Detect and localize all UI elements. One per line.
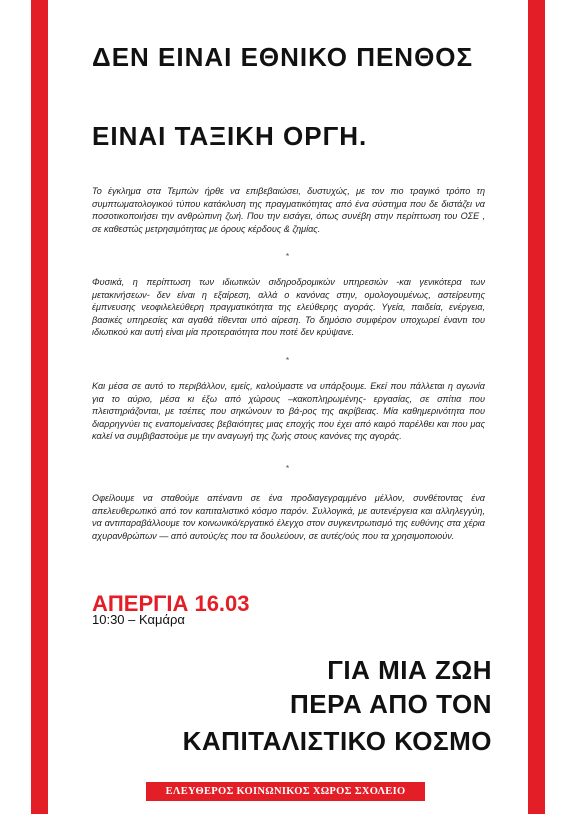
right-red-border [528,0,545,814]
paragraph-1: Το έγκλημα στα Τεμπών ήρθε να επιβεβαιώσει, δυστυχώς, με τον πιο τραγικό τρόπο τη συμπτωματολογικού τύπου κατάκλυση της πραγματικότητας από ένα σύστημα που δε διστάζει να ποσοτικοποιήσει την ανθρώπινη ζωή. Που την εισάγει, όπως συνέβη στην περίπτωση του ΟΣΕ , σε καθεστώς μετρησιμότητας με όρους κέρδους & ζημίας. [92,186,485,234]
paragraph-4: Οφείλουμε να σταθούμε απέναντι σε ένα προδιαγεγραμμένο μέλλον, συνθέτοντας ένα απελευθερωτικό από τον καπιταλιστικό κόσμο παρόν. Συλλογικά, με αυτενέργεια και αλληλεγγύη, να αντιπαραβάλλουμε τον κοινωνικό/εργατικό έλεγχο στον συγκεντρωτισμό της ευθύνης στα χέρια αχυρανθρώπων — από αυτούς/ες που τα δουλεύουν, σε αυτές/ούς που τα χρησιμοποιούν. [92,493,485,541]
headline-line-2: ΕΙΝΑΙ ΤΑΞΙΚΗ ΟΡΓΗ. [92,121,368,151]
separator-2: * [286,356,290,365]
closing-line-3: ΚΑΠΙΤΑΛΙΣΤΙΚΟ ΚΟΣΜΟ [182,726,492,756]
paragraph-2: Φυσικά, η περίπτωση των ιδιωτικών σιδηροδρομικών υπηρεσιών -και γενικότερα των μετακινήσεων- δεν είναι η εξαίρεση, αλλά ο κανόνας στην, ομολογουμένως, αστείρευτης έμπνευσης νεοφιλελεύθερη πραγματικότητα της ελεύθερης αγοράς. Υγεία, παιδεία, ενέργεια, βασικές υπηρεσίες και αγαθά τίθενται υπό αίρεση. Το δημόσιο συμφέρον υποχωρεί έναντι του ιδιωτικού και αυτή είναι μία προτεραιότητα που ποτέ δεν κρύψανε. [92,277,485,338]
strike-time-place: 10:30 – Καμάρα [92,612,185,627]
separator-3: * [286,464,290,473]
left-red-border [31,0,48,814]
strike-date-title: ΑΠΕΡΓΙΑ 16.03 [92,591,250,616]
closing-line-2: ΠΕΡΑ ΑΠΟ ΤΟΝ [290,689,492,719]
paragraph-3: Και μέσα σε αυτό το περιβάλλον, εμείς, καλούμαστε να υπάρξουμε. Εκεί που πάλλεται η αγωνία για το αύριο, μέσα κι έξω από χώρους –κακοπληρωμένης- εργασίας, σε σπίτια που πλειστηριάζονται, με τσέπες που σηκώνουν το βά-ρος της ακρίβειας. Μία καθημερινότητα που διαρρηγνύει τις εναπομείνασες βεβαιότητες μιας εποχής που έχει από καιρό παρέλθει και που μας καλεί να συμβιβαστούμε με την αναγωγή της ζωής στους κανόνες της αγοράς. [92,381,485,442]
closing-line-1: ΓΙΑ ΜΙΑ ΖΩΗ [327,655,492,685]
organizer-banner: ΕΛΕΥΘΕΡΟΣ ΚΟΙΝΩΝΙΚΟΣ ΧΩΡΟΣ ΣΧΟΛΕΙΟ [146,782,425,801]
headline-line-1: ΔΕΝ ΕΙΝΑΙ ΕΘΝΙΚΟ ΠΕΝΘΟΣ [92,42,474,72]
separator-1: * [286,252,290,261]
